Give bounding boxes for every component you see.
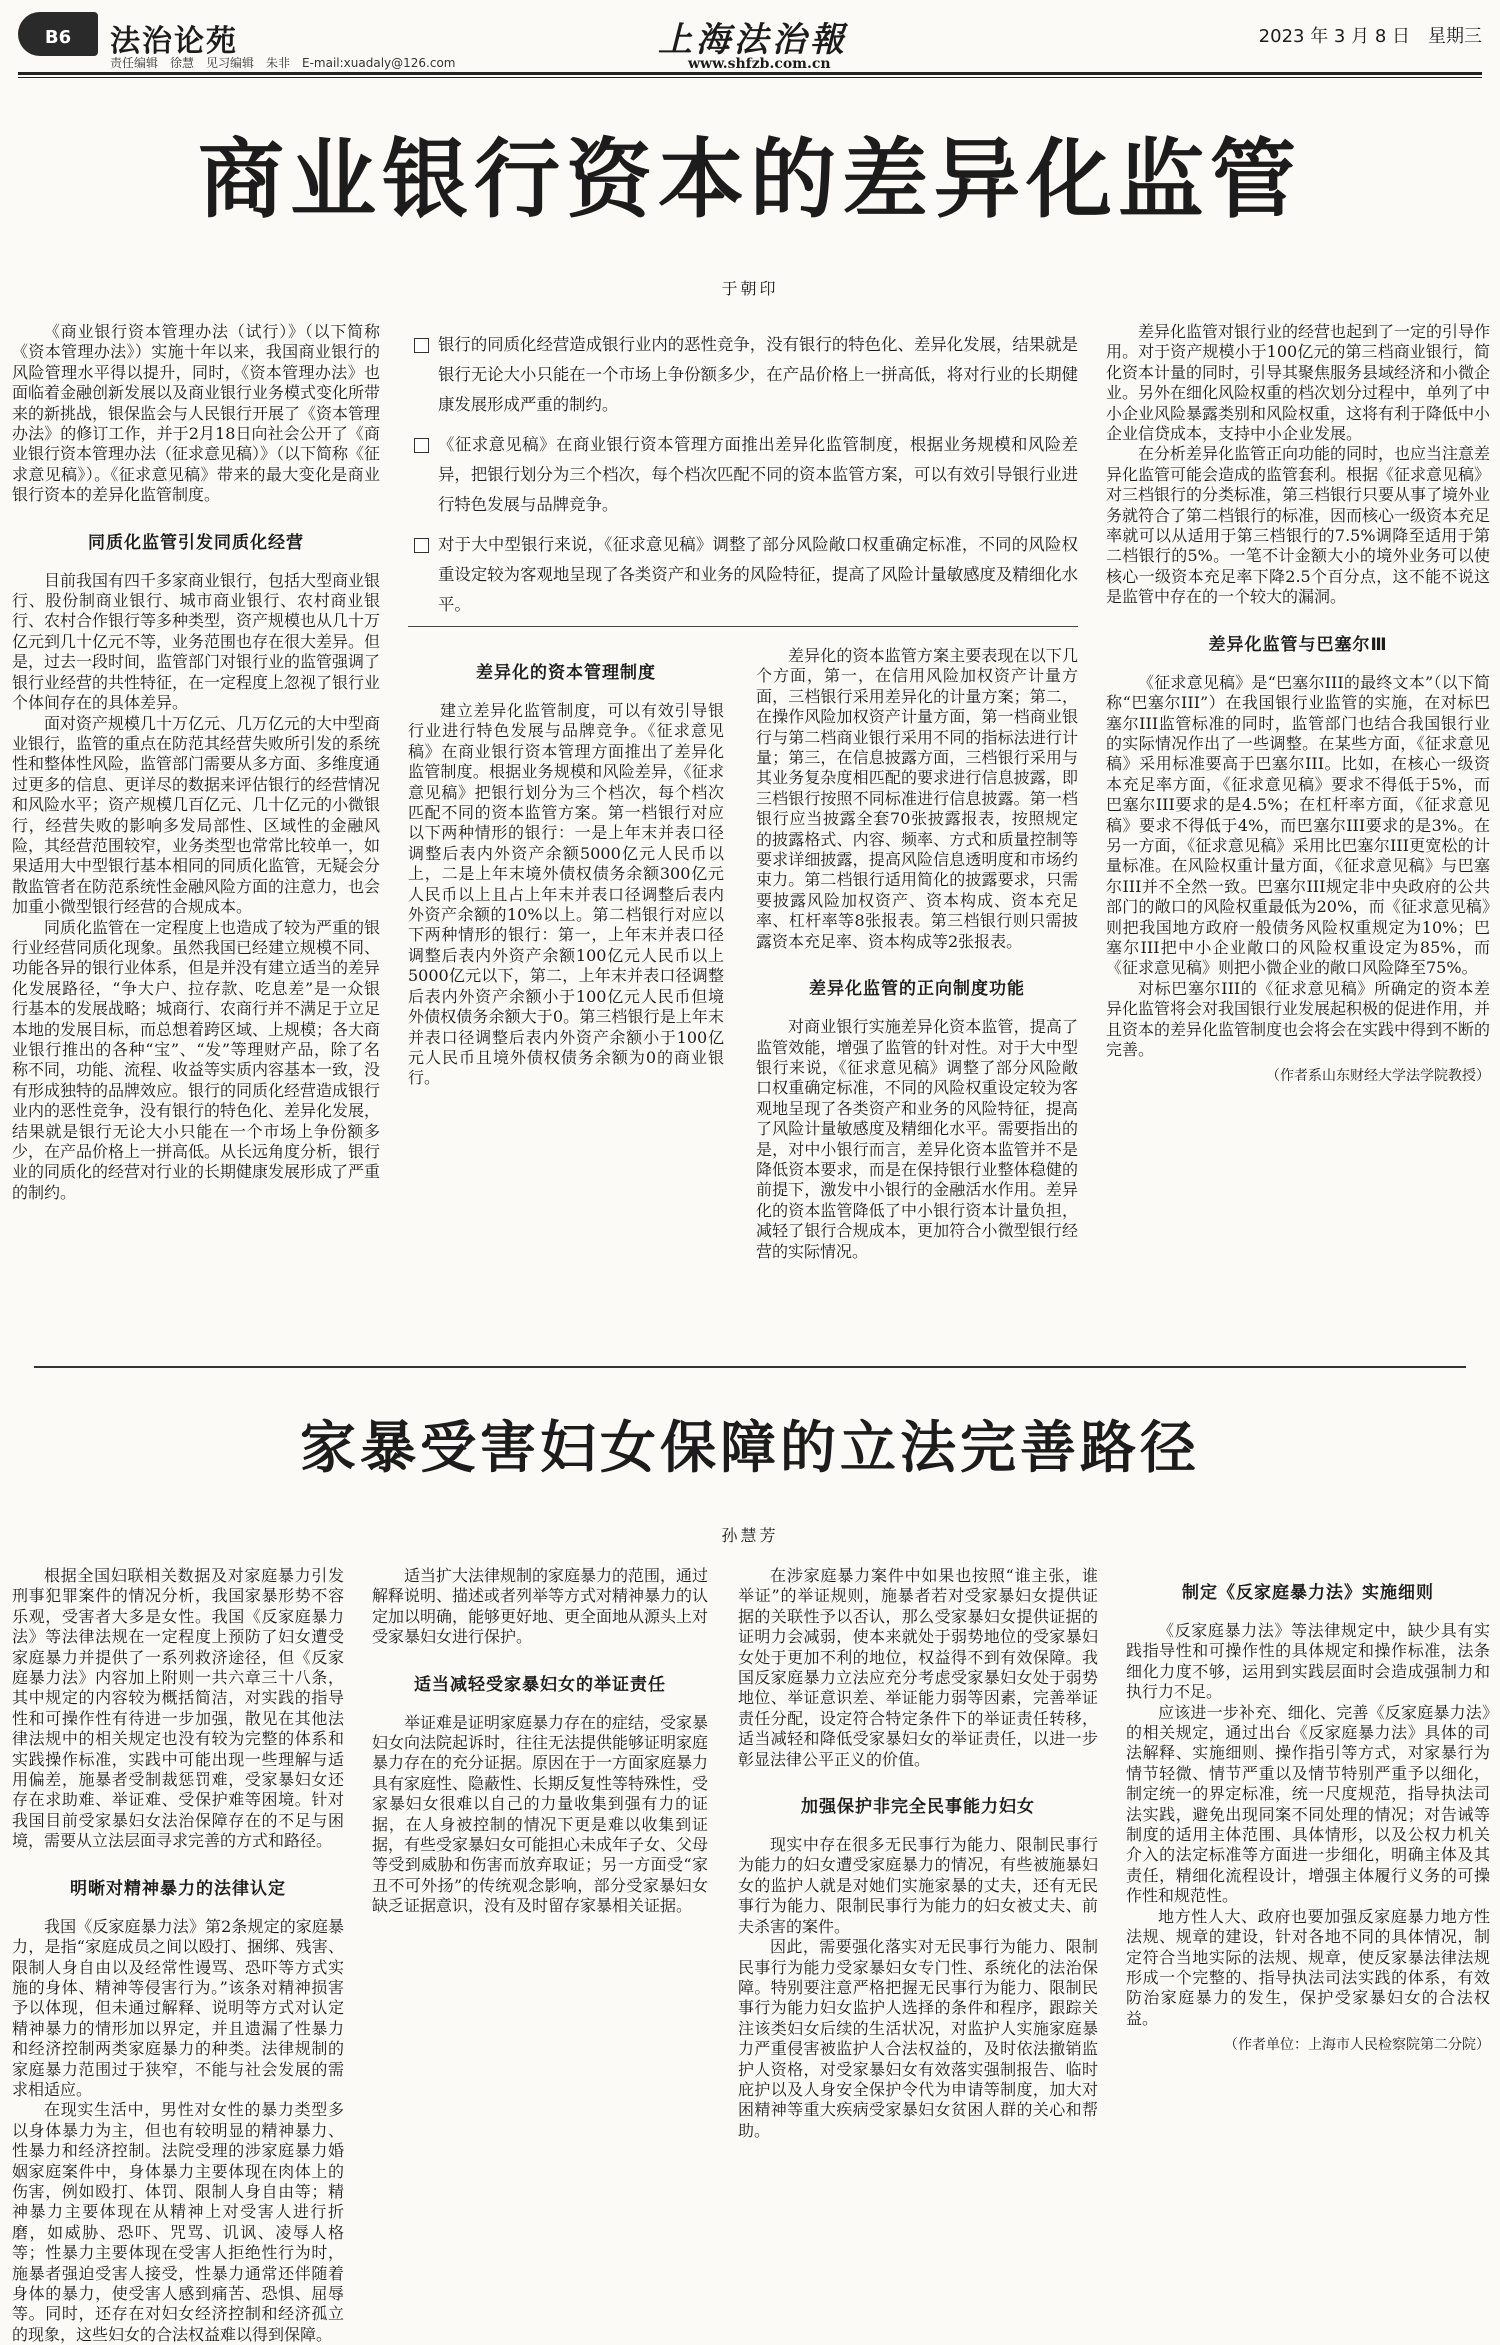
paragraph: 在涉家庭暴力案件中如果也按照“谁主张，谁举证”的举证规则，施暴者若对受家暴妇女提供证据的关联性予以否认，那么受家暴妇女提供证据的证明力会减弱，使本来就处于弱势地位的受家暴妇女处于更加不利的地位，权益得不到有效保障。我国反家庭暴力立法应充分考虑受家暴妇女处于弱势地位、举证意识差、举证能力弱等因素，完善举证责任分配，设定符合特定条件下的举证责任转移，适当减轻和降低受家暴妇女的举证责任，以进一步彰显法律公平正义的价值。 (738, 1566, 1098, 1769)
paragraph: 因此，需要强化落实对无民事行为能力、限制民事行为能力受家暴妇女专门性、系统化的法治保障。特别要注意严格把握无民事行为能力、限制民事行为能力妇女监护人选择的条件和程序，跟踪关注该类妇女后续的生活状况，对监护人实施家庭暴力严重侵害被监护人合法权益的，及时依法撤销监护人资格，对受家暴妇女有效落实强制报告、临时庇护以及人身安全保护令代为申请等制度，加大对困精神等重大疾病受家暴妇女贫困人群的关心和帮助。 (738, 1937, 1098, 2140)
page-number: 6 (58, 27, 72, 48)
article1-subheading: 差异化监管的正向制度功能 (809, 979, 1025, 1000)
article1-author: 于朝印 (721, 279, 779, 298)
header-rule (18, 72, 1482, 75)
summary-text: 银行的同质化经营造成银行业内的恶性竞争，没有银行的特色化、差异化发展，结果就是银行无论大小只能在一个市场上争份额多少，在产品价格上一拼高低，将对行业的长期健康发展形成严重的制约。 (438, 335, 1078, 414)
paragraph: 应该进一步补充、细化、完善《反家庭暴力法》的相关规定，通过出台《反家庭暴力法》具体的司法解释、实施细则、操作指引等方式，对家暴行为情节轻微、情节严重以及情节特别严重予以细化，制定统一的界定标准，统一尺度规范，指导执法司法实践，避免出现同案不同处理的情况；对告诫等制度的适用主体范围、具体情形，以及公权力机关介入的法定标准等方面进一步细化，明确主体及其责任，精细化流程设计，增强主体履行义务的可操作性和规范性。 (1126, 1702, 1490, 1906)
article1-byline: （作者系山东财经大学法学院教授） (1266, 1068, 1490, 1085)
paragraph: 《征求意见稿》是“巴塞尔III的最终文本”（以下简称“巴塞尔III”）在我国银行业监管的实施，在对标巴塞尔III监管标准的同时，监管部门也结合我国银行业的实际情况作出了一些调整。在某些方面，《征求意见稿》采用标准要高于巴塞尔III。比如，在核心一级资本充足率方面，《征求意见稿》要求不得低于5%，而巴塞尔III要求的是4.5%；在杠杆率方面，《征求意见稿》要求不得低于4%，而巴塞尔III要求的是3%。在另一方面，《征求意见稿》采用比巴塞尔III更宽松的计量标准。在风险权重计量方面，《征求意见稿》与巴塞尔III并不全然一致。巴塞尔III规定非中央政府的公共部门的敞口的风险权重最低为20%，而《征求意见稿》则把我国地方政府一般债务风险权重规定为10%；巴塞尔III把中小企业敞口的风险权重设定为85%，而《征求意见稿》则把小微企业的敞口风险降至75%。 (1106, 672, 1490, 978)
header-rule-thin (18, 77, 1482, 78)
article2-column-3 (738, 1566, 1098, 2222)
paragraph: 对标巴塞尔III的《征求意见稿》所确定的资本差异化监管将会对我国银行业发展起积极的促进作用，并且资本的差异化监管制度也会将会在实践中得到不断的完善。 (1106, 978, 1491, 1059)
paragraph: 建立差异化监管制度，可以有效引导银行业进行特色发展与品牌竞争。《征求意见稿》在商业银行资本管理方面推出了差异化监管制度。根据业务规模和风险差异，《征求意见稿》把银行划分为三个档次，每个档次匹配不同的资本监管方案。第一档银行对应以下两种情形的银行：一是上年末并表口径调整后表内外资产余额5000亿元人民币以上，二是上年末境外债权债务余额300亿元人民币以上且占上年末并表口径调整后表内外资产余额的10%以上。第二档银行对应以下两种情形的银行：第一，上年末并表口径调整后表内外资产余额100亿元人民币以上5000亿元以下，第二，上年末并表口径调整后表内外资产余额小于100亿元人民币但境外债权债务余额大于0。第三档银行是上年末并表口径调整后表内外资产余额小于100亿元人民币且境外债权债务余额为0的商业银行。 (408, 701, 724, 1088)
paragraph: 我国《反家庭暴力法》第2条规定的家庭暴力，是指“家庭成员之间以殴打、捆绑、残害、限制人身自由以及经常性谩骂、恐吓等方式实施的身体、精神等侵害行为。”该条对精神损害予以体现，但未通过解释、说明等方式对认定精神暴力的情形加以界定，并且遗漏了性暴力和经济控制两类家庭暴力的种类。法律规制的家庭暴力范围过于狭窄，不能与社会发展的需求相适应。 (12, 1916, 344, 2099)
article1-title: 商业银行资本的差异化监管 (198, 130, 1302, 230)
article2-column-4 (1126, 1566, 1490, 2222)
paragraph: 根据全国妇联相关数据及对家庭暴力引发刑事犯罪案件的情况分析，我国家暴形势不容乐观，受害者大多是女性。我国《反家庭暴力法》等法律法规在一定程度上预防了妇女遭受家庭暴力并提供了一系列救济途径，但《反家庭暴力法》内容加上附则一共六章三十八条，其中规定的内容较为概括简洁，对实践的指导性和可操作性有待进一步加强，散见在其他法律法规中的相关规定也没有较为完整的体系和实践操作标准，实践中可能出现一些理解与适用偏差，施暴者受制裁惩罚难，受家暴妇女还存在求助难、举证难、受保护难等困境。针对我国目前受家暴妇女法治保障存在的不足与困境，需要从立法层面寻求完善的方式和路径。 (12, 1566, 344, 1851)
section-name: 法治论苑 (110, 24, 238, 59)
article1-subheading: 同质化监管引发同质化经营 (88, 532, 304, 553)
paragraph: 对商业银行实施差异化资本监管，提高了监管效能，增强了监管的针对性。对于大中型银行来说，《征求意见稿》调整了部分风险敞口权重确定标准，不同的风险权重设定较为客观地呈现了各类资产和业务的风险特征，提高了风险计量敏感度及精细化水平。需要指出的是，对中小银行而言，差异化资本监管并不是降低资本要求，而是在保持银行业整体稳健的前提下，激发中小银行的金融活水作用。差异化的资本监管降低了中小银行资本计量负担，减轻了银行合规成本，更加符合小微型银行经营的实际情况。 (756, 1017, 1078, 1261)
issue-date: 2023 年 3 月 8 日 星期三 (1258, 26, 1482, 47)
paragraph: 差异化监管对银行业的经营也起到了一定的引导作用。对于资产规模小于100亿元的第三档商业银行，简化资本计量的同时，引导其聚焦服务县域经济和小微企业。另外在细化风险权重的档次划分过程中，单列了中小企业风险暴露类别和风险权重，这将有利于降低中小企业信贷成本，支持中小企业发展。 (1106, 322, 1491, 444)
article2-title: 家暴受害妇女保障的立法完善路径 (300, 1416, 1200, 1481)
paragraph: 面对资产规模几十万亿元、几万亿元的大中型商业银行，监管的重点在防范其经营失败所引发的系统性和整体性风险，监管部门需要从多方面、多维度通过更多的信息、更详尽的数据来评估银行的经营情况和风险水平；资产规模几百亿元、几十亿元的小微银行，经营失败的影响多发局部性、区域性的金融风险，其经营范围较窄，业务类型也常常比较单一，如果适用大中型银行基本相同的同质化监管，无疑会分散监管者在防范系统性金融风险方面的注意力，也会加重小微型银行经营的合规成本。 (12, 713, 381, 917)
article2-byline: （作者单位：上海市人民检察院第二分院） (1224, 2037, 1490, 2054)
checkbox-square-icon (414, 338, 429, 353)
paragraph: 现实中存在很多无民事行为能力、限制民事行为能力的妇女遭受家庭暴力的情况，有些被施暴妇女的监护人就是对她们实施家暴的丈夫，还有无民事行为能力、限制民事行为能力的妇女被丈夫、前夫杀害的案件。 (738, 1835, 1098, 1936)
paragraph: 《反家庭暴力法》等法律规定中，缺少具有实践指导性和可操作性的具体规定和操作标准，法条细化力度不够，运用到实践层面时会造成强制力和执行力不足。 (1126, 1621, 1490, 1702)
article2-subheading: 制定《反家庭暴力法》实施细则 (1182, 1583, 1434, 1603)
article1-lead: 《商业银行资本管理办法（试行）》（以下简称《资本管理办法》）实施十年以来，我国商业银行的风险管理水平得以提升，同时，《资本管理办法》也面临着金融创新发展以及商业银行业务模式变化所带来的新挑战，银保监会与人民银行开展了《资本管理办法》的修订工作，并于2月18日向社会公开了《商业银行资本管理办法（征求意见稿）》（以下简称《征求意见稿》）。《征求意见稿》带来的最大变化是商业银行资本的差异化监管制度。 (12, 322, 381, 505)
article1-summary-box (408, 330, 1078, 627)
paragraph: 差异化的资本监管方案主要表现在以下几个方面，第一，在信用风险加权资产计量方面，三档银行采用差异化的计量方案；第二，在操作风险加权资产计量方面，第一档商业银行与第二档商业银行采用不同的指标法进行计量；第三，在信息披露方面，三档银行采用与其业务复杂度相匹配的要求进行信息披露，即三档银行按照不同标准进行信息披露。第一档银行应当披露全套70张披露报表，按照规定的披露格式、内容、频率、方式和质量控制等要求详细披露，提高风险信息透明度和市场约束力。第二档银行适用简化的披露要求，只需要披露风险加权资产、资本构成、资本充足率、杠杆率等8张报表。第三档银行则只需披露资本充足率、资本构成等2张报表。 (756, 646, 1078, 951)
article2-column-2 (372, 1566, 708, 2222)
article2-subheading: 适当减轻受家暴妇女的举证责任 (414, 1674, 666, 1695)
newspaper-name: 上海法治報 (658, 20, 848, 60)
summary-text: 对于大中型银行来说，《征求意见稿》调整了部分风险敞口权重确定标准，不同的风险权重设定较为客观地呈现了各类资产和业务的风险特征，提高了风险计量敏感度及精细化水平。 (438, 535, 1078, 614)
article2-author: 孙慧芳 (721, 1526, 779, 1545)
article2-subheading: 明晰对精神暴力的法律认定 (70, 1878, 286, 1899)
paragraph: 在分析差异化监管正向功能的同时，也应当注意差异化监管可能会造成的监管套利。根据《征求意见稿》对三档银行的分类标准，第三档银行只要从事了境外业务就符合了第二档银行的标准，因而核心一级资本充足率就可以从适用于第三档银行的7.5%调降至适用于第二档银行的5%。一笔不计金额大小的境外业务可以使核心一级资本充足率下降2.5个百分点，这不能不说这是监管中存在的一个较大的漏洞。 (1106, 444, 1491, 607)
summary-text: 《征求意见稿》在商业银行资本管理方面推出差异化监管制度，根据业务规模和风险差异，把银行划分为三个档次，每个档次匹配不同的资本监管方案，可以有效引导银行业进行特色发展与品牌竞争。 (438, 435, 1078, 514)
article1-subheading: 差异化的资本管理制度 (476, 663, 656, 683)
summary-item (408, 330, 1078, 420)
checkbox-square-icon (414, 438, 429, 453)
article1-column-4 (1106, 322, 1490, 1352)
article2-subheading: 加强保护非完全民事能力妇女 (801, 1797, 1035, 1818)
paragraph: 举证难是证明家庭暴力存在的症结，受家暴妇女向法院起诉时，往往无法提供能够证明家庭暴力存在的充分证据。原因在于一方面家庭暴力具有家庭性、隐蔽性、长期反复性等特殊性，受家暴妇女很难以自己的力量收集到强有力的证据，在人身被控制的情况下更是难以收集到证据，有些受家暴妇女可能担心未成年子女、父母等受到威胁和伤害而放弃取证；另一方面受“家丑不可外扬”的传统观念影响，部分受家暴妇女缺乏证据意识，没有及时留存家暴相关证据。 (372, 1712, 709, 1916)
paragraph: 目前我国有四千多家商业银行，包括大型商业银行、股份制商业银行、城市商业银行、农村商业银行、农村合作银行等多种类型，资产规模也从几十万亿元到几十亿元不等，业务范围也存在很大差异。但是，过去一段时间，监管部门对银行业的监管强调了银行业经营的共性特征，在一定程度上忽视了银行业个体间存在的具体差异。 (12, 570, 381, 713)
summary-item (408, 530, 1078, 620)
article1-column-2 (408, 646, 724, 1352)
paragraph: 在现实生活中，男性对女性的暴力类型多以身体暴力为主，但也有较明显的精神暴力、性暴力和经济控制。法院受理的涉家庭暴力婚姻家庭案件中，身体暴力主要体现在肉体上的伤害，例如殴打、体罚、限制人身自由等；精神暴力主要体现在从精神上对受害人进行折磨，如威胁、恐吓、咒骂、讥讽、凌辱人格等；性暴力主要体现在受害人拒绝性行为时，施暴者强迫受害人接受，性暴力通常还伴随着身体的暴力，使受害人感到痛苦、恐惧、屈辱等。同时，还存在对妇女经济控制和经济孤立的现象，这些妇女的合法权益难以得到保障。 (12, 2100, 344, 2344)
checkbox-square-icon (414, 538, 429, 553)
page-header (18, 12, 1482, 70)
page-badge-letter: B (44, 27, 59, 48)
article1-column-3 (756, 646, 1078, 1352)
article1-subheading: 差异化监管与巴塞尔Ⅲ (1208, 634, 1388, 655)
paragraph: 地方性人大、政府也要加强反家庭暴力地方性法规、规章的建设，针对各地不同的具体情况，制定符合当地实际的法规、规章，使反家暴法律法规形成一个完整的、指导执法司法实践的体系，有效防治家庭暴力的发生，保护受家暴妇女的合法权益。 (1126, 1906, 1490, 2028)
editor-credits: 责任编辑 徐慧 见习编辑 朱非 E-mail:xuadaly@126.com (110, 56, 456, 70)
newspaper-website[interactable]: www.shfzb.com.cn (688, 56, 831, 72)
paragraph: 同质化监管在一定程度上也造成了较为严重的银行业经营同质化现象。虽然我国已经建立规模不同、功能各异的银行业体系，但是并没有建立适当的差异化发展路径，“争大户、拉存款、吃息差”是一众银行基本的发展战略；城商行、农商行并不满足于立足本地的发展目标，而总想着跨区域、上规模；各大商业银行推出的各种“宝”、“发”等理财产品，除了名称不同，功能、流程、收益等实质内容基本一致，没有形成独特的品牌效应。银行的同质化经营造成银行业内的恶性竞争，没有银行的特色化、差异化发展，结果就是银行无论大小只能在一个市场上争份额多少，在产品价格上一拼高低。从长远角度分析，银行业的同质化的经营对行业的长期健康发展形成了严重的制约。 (12, 917, 381, 1202)
summary-item (408, 430, 1078, 520)
article-divider (34, 1366, 1466, 1368)
article1-column-1 (12, 322, 380, 1352)
paragraph: 适当扩大法律规制的家庭暴力的范围，通过解释说明、描述或者列举等方式对精神暴力的认定加以明确，能够更好地、更全面地从源头上对受家暴妇女进行保护。 (372, 1566, 709, 1647)
article2-column-1 (12, 1566, 344, 2344)
page-badge (18, 12, 98, 56)
